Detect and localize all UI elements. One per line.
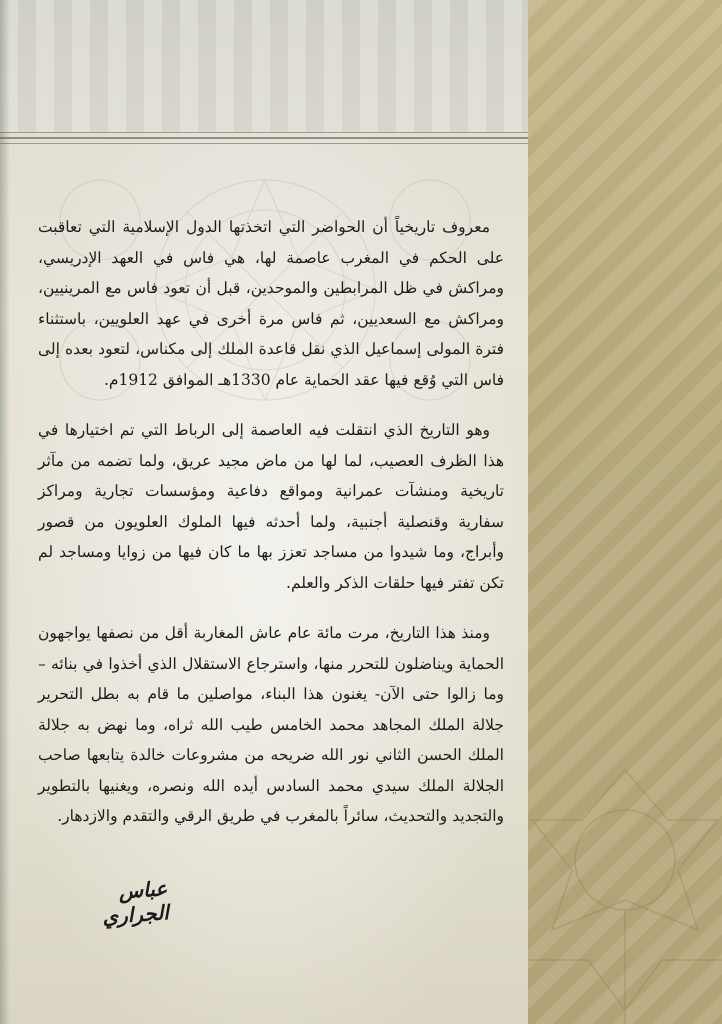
divider-line <box>0 143 528 144</box>
paragraph-3: ومنذ هذا التاريخ، مرت مائة عام عاش المغاربة أقل من نصفها يواجهون الحماية ويناضلون للتحرر منها، واسترجاع الاستقلال الذي أخذوا في بنائه – وما زالوا حتى الآن- يغنون هذا البناء، مواصلين ما قام به بطل التحرير جلالة الملك المجاهد محمد الخامس طيب الله ثراه، وما نهض به جلالة الملك الحسن الثاني نور الله ضريحه من مشروعات خالدة يتابعها صاحب الجلالة الملك سيدي محمد السادس أيده الله ونصره، ويغنيها بالتطوير والتجديد والتحديث، سائراً بالمغرب في طريق الرقي والتقدم والازدهار. <box>38 624 504 825</box>
paragraph-2: وهو التاريخ الذي انتقلت فيه العاصمة إلى الرباط التي تم اختيارها في هذا الظرف العصيب، لما لها من ماض مجيد عريق، ولما تضمه من مآثر تاريخية ومنشآت عمرانية ومواقع دفاعية ومؤسسات تجارية ومراكز سفارية وقنصلية أجنبية، ولما أحدثه فيها الملوك العلويون من قصور وأبراج، وما شيدوا من مساجد تعزز بها ما كان فيها من زوايا ومساجد لم تكن تفتر فيها حلقات الذكر والعلم. <box>38 421 504 592</box>
divider-line <box>0 137 528 139</box>
page-edge-shadow <box>0 0 10 1024</box>
paragraph-1: معروف تاريخياً أن الحواضر التي اتخذتها الدول الإسلامية التي تعاقبت على الحكم في المغرب عاصمة لها، هي فاس في العهد الإدريسي، ومراكش في ظل المرابطين والموحدين، قبل أن تعود فاس مع المرينيين، ومراكش مع السعديين، ثم فاس مرة أخرى في عهد العلويين، باستثناء فترة المولى إسماعيل الذي نقل قاعدة الملك إلى مكناس، لتعود بعده إلى فاس التي وُقع فيها عقد الحماية عام 1330هـ الموافق 1912م. <box>38 218 504 389</box>
divider-line <box>0 132 528 133</box>
geometric-pattern-icon <box>528 760 722 1024</box>
body-text <box>38 212 504 852</box>
top-decorative-band <box>0 0 528 132</box>
author-signature: عباس الجراري <box>101 876 170 929</box>
